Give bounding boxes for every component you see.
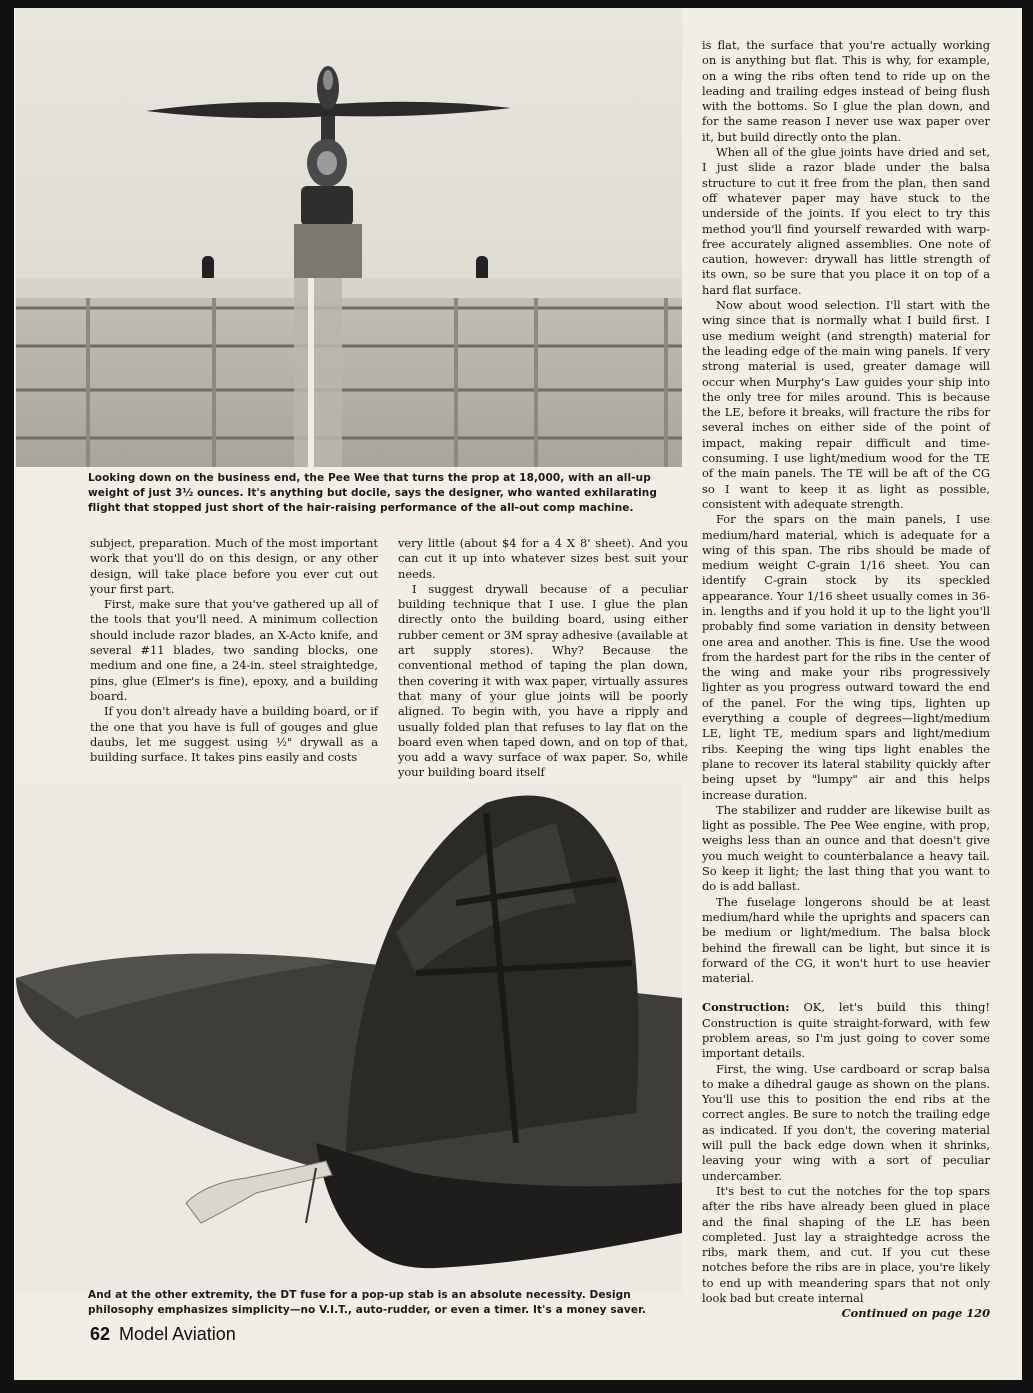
column-a: [90, 536, 378, 765]
paragraph: I suggest drywall because of a peculiar building technique that I use. I glue the plan directly onto the building board, using either rubber cement or 3M spray adhesive (available at art supply stores). Why? Because the conventional method of taping the plan down, then covering it with wax paper, virtually assures that many of your glue joints will be poorly aligned. To begin with, you have a ripply and usually folded plan that refuses to lay flat on the board even when taped down, and on top of that, you add a wavy surface of wax paper. So, while your building board itself: [398, 581, 688, 780]
paragraph: The stabilizer and rudder are likewise built as light as possible. The Pee Wee engine, with prop, weighs less than an ounce and that doesn't give you much weight to counterbalance a heavy tail. So keep it light; the last thing that you want to do is add ballast.: [702, 802, 990, 894]
photo-tail-dt-fuse: [16, 783, 682, 1293]
tail-photo-svg: [16, 783, 682, 1293]
nose-propeller-photo-svg: [16, 8, 682, 467]
paragraph: First, the wing. Use cardboard or scrap balsa to make a dihedral gauge as shown on the plans. You'll use this to position the end ribs at the correct angles. Be sure to notch the trailing edge as indicated. If you don't, the covering material will pull the back edge down when it shrinks, leaving your wing with a sort of peculiar undercamber.: [702, 1061, 990, 1183]
paragraph: The fuselage longerons should be at least medium/hard while the uprights and spacers can be medium or light/medium. The balsa block behind the firewall can be light, but since it is forward of the CG, it won't hurt to use heavier material.: [702, 894, 990, 986]
construction-heading: Construction:: [702, 1000, 790, 1015]
caption-bottom-photo: And at the other extremity, the DT fuse for a pop-up stab is an absolute necessity. Design philosophy emphasizes simplicity—no V.I.T., auto-rudder, or even a timer. It's a money saver.: [88, 1289, 646, 1316]
paragraph: subject, preparation. Much of the most important work that you'll do on this design, or any other design, will take place before you ever cut out your first part.: [90, 536, 378, 596]
continued-note: Continued on page 120: [841, 1306, 990, 1321]
construction-paragraph: [702, 1000, 990, 1061]
paragraph: It's best to cut the notches for the top spars after the ribs have already been glued in place and the final shaping of the LE has been completed. Just lay a straightedge across the ribs, mark them, and cut. If you cut these notches before the ribs are in place, you're likely to end up with meandering spars that not only look bad but create internal: [702, 1183, 990, 1306]
page-folio: [90, 1324, 236, 1345]
paragraph: is flat, the surface that you're actually working on is anything but flat. This is why, for example, on a wing the ribs often tend to ride up on the leading and trailing edges instead of being flush with the bottoms. So I glue the plan down, and for the same reason I never use wax paper over it, but build directly onto the plan.: [702, 38, 990, 144]
paragraph: When all of the glue joints have dried and set, I just slide a razor blade under the balsa structure to cut it free from the plan, then sand off whatever paper may have stuck to the underside of the joints. If you elect to try this method you'll find yourself rewarded with warp-free accurately aligned assemblies. One note of caution, however: drywall has little strength of its own, so be sure that you place it on top of a hard flat surface.: [702, 145, 990, 297]
paragraph: very little (about $4 for a 4 X 8' sheet). And you can cut it up into whatever sizes best suit your needs.: [398, 536, 688, 581]
caption-top-photo: Looking down on the business end, the Pee Wee that turns the prop at 18,000, with an all-up weight of just 3½ ounces. It's anything but docile, says the designer, who wanted exhilarating flight that stopped just short of the hair-raising performance of the all-out comp machine.: [88, 472, 657, 514]
magazine-title: Model Aviation: [119, 1324, 236, 1344]
paragraph: Now about wood selection. I'll start with the wing since that is normally what I build first. I use medium weight (and strength) material for the leading edge of the main wing panels. If very strong material is used, greater damage will occur when Murphy's Law guides your ship into the only tree for miles around. This is because the LE, before it breaks, will fracture the ribs for several inches on either side of the point of impact, making repair difficult and time-consuming. I use light/medium wood for the TE of the main panels. The TE will be aft of the CG so I want to keep it as light as possible, consistent with adequate strength.: [702, 298, 990, 511]
paragraph: For the spars on the main panels, I use medium/hard material, which is adequate for a wing of this span. The ribs should be made of medium weight C-grain 1/16 sheet. You can identify C-grain stock by its speckled appearance. Your 1/16 sheet usually comes in 36-in. lengths and if you hold it up to the light you'll probably find some variation in density between one area and another. This is fine. Use the wood from the hardest part for the ribs in the center of the wing and make your ribs progressively lighter as you progress outward toward the end of the panel. For the wing tips, lighten up everything a couple of degrees—light/medium LE, light TE, medium spars and light/medium ribs. Keeping the wing tips light enables the plane to recover its lateral stability quickly after being upset by "lumpy" air and this helps increase duration.: [702, 512, 990, 802]
paragraph: If you don't already have a building board, or if the one that you have is full of gouges and glue daubs, let me suggest using ½" drywall as a building surface. It takes pins easily and costs: [90, 704, 378, 765]
construction-intro: OK, let's build this thing! Construction is quite straight-forward, with few problem areas, so I'm just going to cover some important details.: [702, 1000, 991, 1061]
magazine-page: [14, 8, 1022, 1380]
page-number: 62: [90, 1324, 111, 1344]
column-c: [702, 38, 990, 1322]
paragraph: First, make sure that you've gathered up all of the tools that you'll need. A minimum collection should include razor blades, an X-Acto knife, and several #11 blades, two sanding blocks, one medium and one fine, a 24-in. steel straightedge, pins, glue (Elmer's is fine), epoxy, and a building board.: [90, 597, 378, 703]
column-b: [398, 536, 688, 781]
photo-nose-propeller: [16, 8, 682, 467]
